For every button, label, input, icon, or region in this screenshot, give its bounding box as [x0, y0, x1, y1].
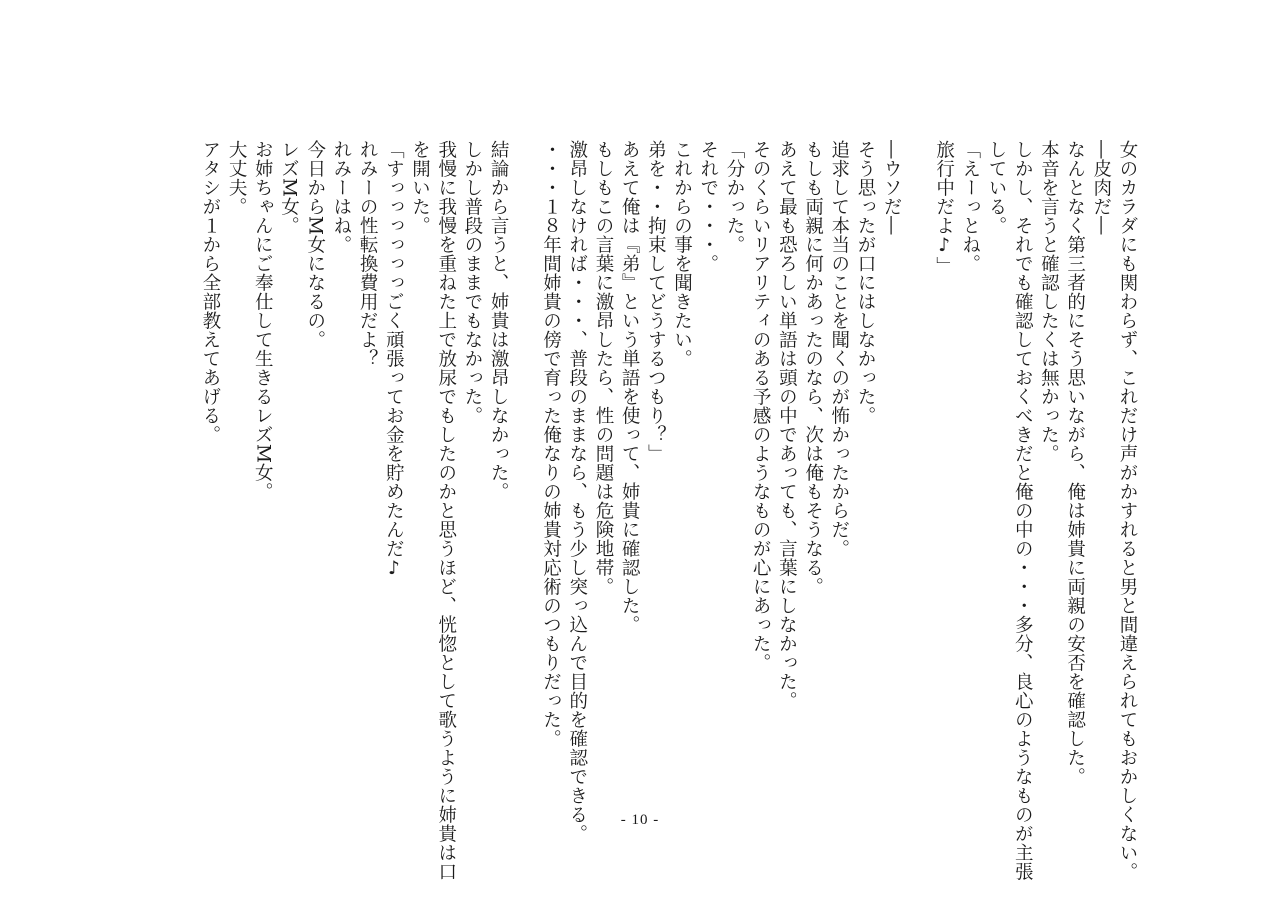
text-line: そのくらいリアリティのある予感のようなものが心にあった。 [750, 140, 772, 672]
text-line: レズM女。 [278, 140, 300, 236]
text-line: これからの事を聞きたい。 [671, 140, 693, 368]
text-line: れみーの性転換費用だよ？ [357, 140, 379, 368]
text-line: 激昂しなければ・・・、普段のままなら、もう少し突っ込んで目的を確認できる。 [566, 140, 588, 843]
text-line: 女のカラダにも関わらず、これだけ声がかすれると男と間違えられてもおかしくない。 [1117, 140, 1138, 881]
text-line: しかし、それでも確認しておくべきだと俺の中の・・・多分、良心のようなものが主張 [1012, 140, 1034, 881]
text-line: ―ウソだ― [881, 140, 903, 235]
text-line: ・・・１８年間姉貴の傍で育った俺なりの姉貴対応術のつもりだった。 [540, 140, 562, 748]
text-line: 本音を言うと確認したくは無かった。 [1038, 140, 1060, 463]
text-line: そう思ったが口にはしなかった。 [854, 140, 876, 425]
text-line: 旅行中だよ♪」 [933, 140, 955, 276]
text-line: を開いた。 [409, 140, 431, 235]
text-line: アタシが１から全部教えてあげる。 [199, 140, 221, 444]
text-line: している。 [985, 140, 1007, 235]
text-line: もしもこの言葉に激昂したら、性の問題は危険地帯。 [592, 140, 614, 596]
text-line: れみーはね。 [330, 140, 352, 254]
text-line: あえて最も恐ろしい単語は頭の中であっても、言葉にしなかった。 [776, 140, 798, 710]
text-line: お姉ちゃんにご奉仕して生きるレズM女。 [252, 140, 274, 502]
blank-line [511, 140, 537, 790]
text-line: 弟を・・拘束してどうするつもり？」 [645, 140, 667, 463]
page-number: - 10 - [620, 812, 660, 828]
text-line: 我慢に我慢を重ねた上で放尿でもしたのかと思うほど、恍惚として歌うように姉貴は口 [435, 140, 457, 881]
text-line: なんとなく第三者的にそう思いながら、俺は姉貴に両親の安否を確認した。 [1064, 140, 1086, 786]
text-line: 結論から言うと、姉貴は激昂しなかった。 [488, 140, 510, 501]
text-line: しかし普段のままでもなかった。 [461, 140, 483, 425]
text-line: もしも両親に何かあったのなら、次は俺もそうなる。 [802, 140, 824, 596]
text-line: あえて俺は『弟』という単語を使って、姉貴に確認した。 [619, 140, 641, 634]
text-line: 今日からM女になるの。 [304, 140, 326, 350]
text-line: 「えーっとね。 [959, 140, 981, 273]
text-line: 追求して本当のことを聞くのが怖かったからだ。 [828, 140, 850, 558]
text-line: 「すっっっっっっごく頑張ってお金を貯めたんだ♪ [383, 140, 405, 580]
text-line: ―皮肉だ― [1090, 140, 1112, 235]
blank-line [904, 140, 930, 790]
text-line: 大丈夫。 [226, 140, 248, 216]
text-line: 「分かった。 [723, 140, 745, 254]
text-line: それで・・・。 [697, 140, 719, 273]
